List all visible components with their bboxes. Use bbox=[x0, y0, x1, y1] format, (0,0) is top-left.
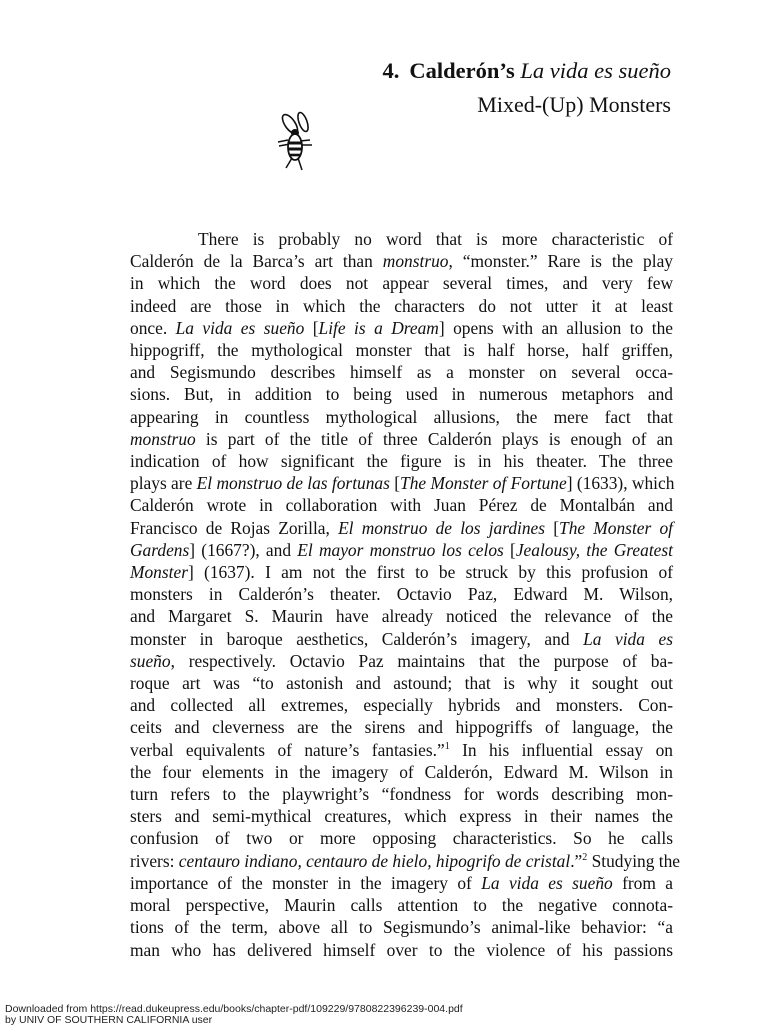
body-paragraph bbox=[130, 228, 681, 961]
text-line bbox=[130, 939, 673, 961]
text-line bbox=[130, 383, 673, 405]
text-segment: , “monster.” Rare is the play bbox=[448, 251, 673, 272]
text-segment: plays are bbox=[130, 473, 197, 494]
text-segment: Francisco de Rojas Zorilla, bbox=[130, 517, 339, 538]
text-segment: appearing in countless mythological allusions, the mere fact that bbox=[130, 406, 673, 427]
text-segment: rivers: bbox=[130, 850, 179, 871]
text-segment: the four elements in the imagery of Calderón, Edward M. Wilson in bbox=[130, 761, 673, 782]
text-line bbox=[130, 517, 673, 539]
text-segment: ] (1633), which bbox=[566, 473, 675, 494]
text-segment: indeed are those in which the characters do not utter it at least bbox=[130, 295, 673, 316]
text-segment: confusion of two or more opposing characteristics. So he calls bbox=[130, 828, 673, 849]
download-user-line: by UNIV OF SOUTHERN CALIFORNIA user bbox=[5, 1013, 213, 1026]
text-segment: monsters in Calderón’s theater. Octavio Paz, Edward M. Wilson, bbox=[130, 584, 673, 605]
text-segment: man who has delivered himself over to the violence of his passions bbox=[130, 939, 673, 960]
text-line bbox=[130, 850, 681, 872]
text-line bbox=[130, 650, 673, 672]
italic-text: Jealousy, the Greatest bbox=[515, 539, 673, 560]
italic-text: La vida es sueño bbox=[481, 872, 613, 893]
text-segment: .” bbox=[570, 850, 583, 871]
text-line bbox=[130, 628, 673, 650]
text-segment: ] opens with an allusion to the bbox=[438, 317, 674, 338]
italic-text: monstruo bbox=[382, 251, 449, 272]
italic-text: The Monster of Fortune bbox=[400, 473, 567, 494]
download-source-line: Downloaded from https://read.dukeupress.edu/books/chapter-pdf/109229/9780822396239-004.pdf bbox=[5, 1003, 463, 1015]
text-line bbox=[130, 872, 673, 894]
text-line bbox=[130, 916, 673, 938]
text-segment: monster in baroque aesthetics, Calderón’s imagery, and bbox=[130, 628, 584, 649]
text-segment: hippogriff, the mythological monster that is half horse, half griffen, bbox=[130, 340, 673, 361]
text-line bbox=[130, 894, 673, 916]
text-line bbox=[130, 561, 673, 583]
italic-text: The Monster of bbox=[559, 517, 673, 538]
text-segment: once. bbox=[130, 317, 176, 338]
text-segment: in which the word does not appear several times, and very few bbox=[130, 273, 673, 294]
text-line bbox=[130, 783, 673, 805]
chapter-heading bbox=[382, 56, 671, 120]
italic-text: sueño bbox=[130, 650, 171, 671]
text-line bbox=[130, 761, 673, 783]
text-segment: verbal equivalents of nature’s fantasies.” bbox=[130, 739, 445, 760]
text-line bbox=[130, 716, 673, 738]
text-segment: Calderón wrote in collaboration with Juan Pérez de Montalbán and bbox=[130, 495, 673, 516]
text-line bbox=[130, 827, 673, 849]
text-segment: is part of the title of three Calderón plays is enough of an bbox=[195, 428, 673, 449]
text-line bbox=[130, 539, 673, 561]
italic-text: La vida es bbox=[583, 628, 673, 649]
text-line bbox=[130, 694, 673, 716]
footnote-marker: 1 bbox=[444, 740, 450, 752]
text-line bbox=[130, 450, 673, 472]
chapter-title-italic: La vida es sueño bbox=[520, 58, 671, 83]
text-segment: Calderón de la Barca’s art than bbox=[130, 251, 383, 272]
text-segment: ] (1637). I am not the first to be struck by this profusion of bbox=[187, 562, 673, 583]
text-line bbox=[130, 361, 673, 383]
italic-text: Life is a Dream bbox=[318, 317, 439, 338]
text-segment: and Segismundo describes himself as a monster on several occa- bbox=[130, 362, 673, 383]
chapter-title-main: Calderón’s bbox=[409, 58, 521, 83]
text-segment: turn refers to the playwright’s “fondness for words describing mon- bbox=[130, 784, 673, 805]
text-line bbox=[130, 428, 673, 450]
text-segment: [ bbox=[304, 317, 319, 338]
text-segment: importance of the monster in the imagery of bbox=[130, 872, 482, 893]
text-segment: ] (1667?), and bbox=[189, 539, 298, 560]
text-line bbox=[130, 583, 673, 605]
italic-text: centauro indiano, centauro de hielo, hipogrifo de cristal bbox=[178, 850, 571, 871]
text-line bbox=[130, 472, 673, 494]
text-segment: , respectively. Octavio Paz maintains that the purpose of ba- bbox=[170, 650, 673, 671]
text-segment: and collected all extremes, especially hybrids and monsters. Con- bbox=[130, 695, 673, 716]
footnote-marker: 2 bbox=[582, 851, 588, 863]
text-line bbox=[130, 295, 673, 317]
text-segment: sters and semi-mythical creatures, which express in their names the bbox=[130, 806, 673, 827]
italic-text: Monster bbox=[130, 562, 188, 583]
text-line bbox=[130, 605, 673, 627]
chapter-title bbox=[382, 56, 671, 86]
text-segment: In his influential essay on bbox=[449, 739, 673, 760]
text-line bbox=[130, 317, 673, 339]
italic-text: El mayor monstruo los celos bbox=[297, 539, 504, 560]
text-segment: moral perspective, Maurin calls attention to the negative connota- bbox=[130, 895, 673, 916]
italic-text: El monstruo de las fortunas bbox=[196, 473, 390, 494]
text-line bbox=[130, 739, 673, 761]
text-segment: roque art was “to astonish and astound; that is why it sought out bbox=[130, 673, 673, 694]
text-segment: [ bbox=[503, 539, 516, 560]
text-segment: There is probably no word that is more characteristic of bbox=[198, 229, 673, 249]
text-segment: and Margaret S. Maurin have already noticed the relevance of the bbox=[130, 606, 673, 627]
text-segment: tions of the term, above all to Segismundo’s animal-like behavior: “a bbox=[130, 917, 673, 938]
chapter-subtitle: Mixed-(Up) Monsters bbox=[477, 92, 671, 117]
text-line bbox=[130, 250, 673, 272]
italic-text: La vida es sueño bbox=[175, 317, 305, 338]
text-line bbox=[130, 805, 673, 827]
italic-text: Gardens bbox=[130, 539, 190, 560]
text-segment: [ bbox=[389, 473, 401, 494]
download-footer bbox=[5, 1004, 463, 1025]
text-segment: [ bbox=[545, 517, 560, 538]
text-line bbox=[130, 228, 673, 250]
chapter-number: 4. bbox=[382, 58, 400, 83]
text-segment: indication of how significant the figure is in his theater. The three bbox=[130, 451, 673, 472]
text-line bbox=[130, 494, 673, 516]
italic-text: monstruo bbox=[130, 428, 196, 449]
text-line bbox=[130, 672, 673, 694]
text-line bbox=[130, 272, 673, 294]
text-line bbox=[130, 339, 673, 361]
text-segment: from a bbox=[612, 872, 673, 893]
insect-ornament-icon bbox=[270, 110, 320, 176]
text-segment: Studying the bbox=[587, 850, 681, 871]
italic-text: El monstruo de los jardines bbox=[338, 517, 546, 538]
text-line bbox=[130, 406, 673, 428]
text-segment: sions. But, in addition to being used in numerous metaphors and bbox=[130, 384, 673, 405]
text-segment: ceits and cleverness are the sirens and hippogriffs of language, the bbox=[130, 717, 673, 738]
